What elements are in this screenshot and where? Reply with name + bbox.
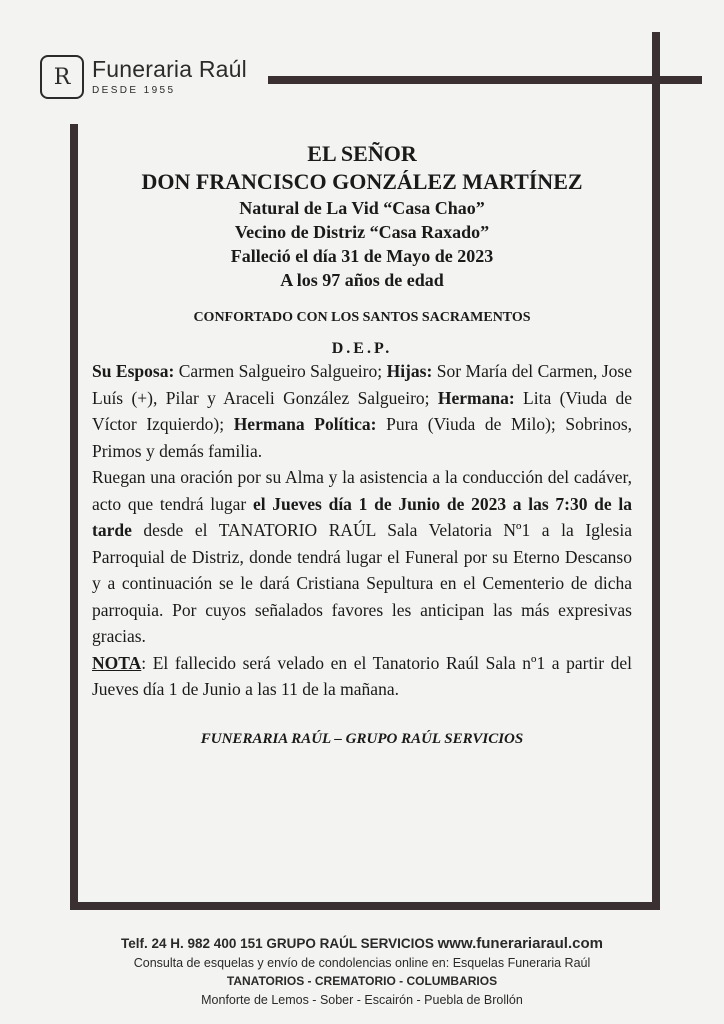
cross-vertical-line: [652, 32, 660, 910]
frame-bottom-line: [70, 902, 660, 910]
logo-emblem-icon: R: [40, 55, 84, 99]
note-paragraph: NOTA: El fallecido será velado en el Tanatorio Raúl Sala nº1 a partir del Jueves día 1 de Junio a las 11 de la mañana.: [92, 652, 632, 699]
footer-services: TANATORIOS - CREMATORIO - COLUMBARIOS: [226, 974, 498, 988]
vecino-line: Vecino de Distriz “Casa Raxado”: [234, 222, 490, 242]
obituary-content: [92, 140, 632, 748]
sacraments-line: CONFORTADO CON LOS SANTOS SACRAMENTOS: [193, 310, 531, 325]
frame-left-line: [70, 124, 78, 910]
website-link[interactable]: www.funerariaraul.com: [437, 935, 603, 952]
footer-contact: Telf. 24 H. 982 400 151 GRUPO RAÚL SERVICIOS www.funerariaraul.com: [121, 935, 603, 952]
frame-top-line: [268, 76, 702, 84]
deceased-title: EL SEÑOR: [307, 141, 417, 166]
brand-since: DESDE 1955: [92, 85, 176, 96]
brand-logo: [40, 55, 247, 99]
footer: [0, 934, 724, 1010]
deceased-name: DON FRANCISCO GONZÁLEZ MARTÍNEZ: [141, 169, 583, 194]
ceremony-paragraph: Ruegan una oración por su Alma y la asistencia a la conducción del cadáver, acto que tendrá lugar el Jueves día 1 de Junio de 2023 a las 7:30 de la tarde desde el TANATORIO RAÚL Sala Velatoria Nº1 a la Iglesia Parroquial de Distriz, donde tendrá lugar el Funeral por su Eterno Descanso y a continuación se le dará Cristiana Sepultura en el Cementerio de dicha parroquia. Por cuyos señalados favores les anticipan las más expresivas gracias.: [92, 467, 632, 646]
brand-name: Funeraria Raúl: [92, 56, 247, 82]
dep-line: D.E.P.: [331, 340, 393, 357]
footer-consulta: Consulta de esquelas y envío de condolencias online en: Esquelas Funeraria Raúl: [133, 956, 591, 970]
death-date-line: Falleció el día 31 de Mayo de 2023: [230, 246, 494, 266]
age-line: A los 97 años de edad: [280, 270, 444, 290]
footer-locations: Monforte de Lemos - Sober - Escairón - Puebla de Brollón: [201, 993, 523, 1007]
family-paragraph: Su Esposa: Carmen Salgueiro Salgueiro; Hijas: Sor María del Carmen, Jose Luís (+), Pilar y Araceli González Salgueiro; Hermana: Lita (Viuda de Víctor Izquierdo); Hermana Política: Pura (Viuda de Milo); Sobrinos, Primos y demás familia.: [92, 361, 633, 461]
natural-line: Natural de La Vid “Casa Chao”: [239, 198, 485, 218]
signature-line: FUNERARIA RAÚL – GRUPO RAÚL SERVICIOS: [200, 730, 524, 747]
